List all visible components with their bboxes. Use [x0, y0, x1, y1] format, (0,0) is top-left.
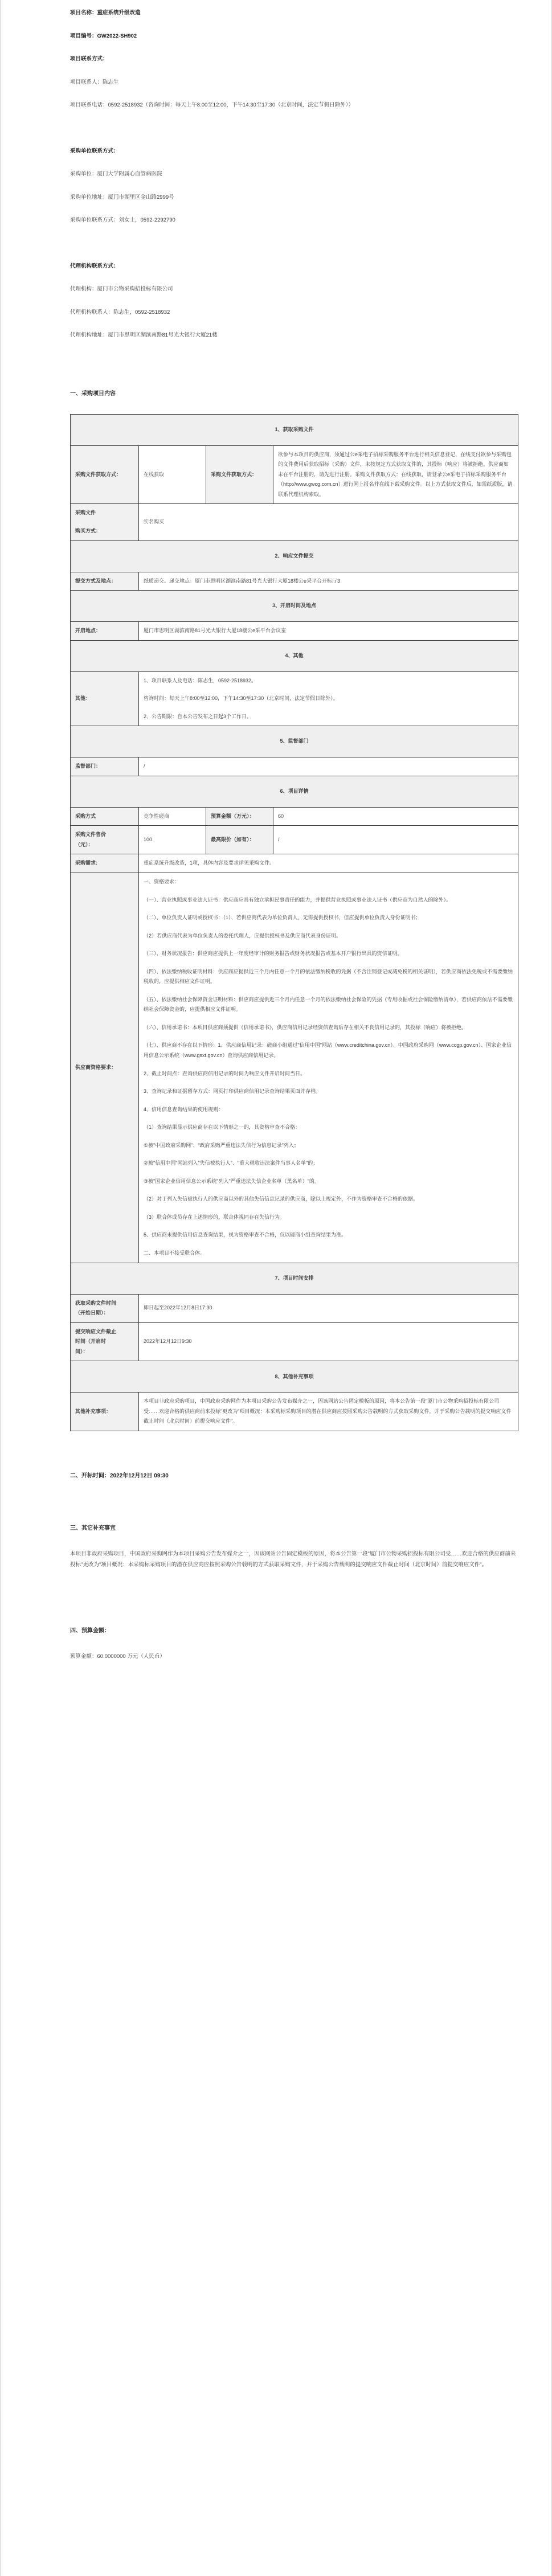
- table-band-row: [71, 1263, 518, 1294]
- supplier-qualification-label: 供应商资格要求：: [71, 873, 139, 1263]
- agency-contact-line: [70, 308, 517, 318]
- purchaser-address-label: 采购单位地址：: [70, 194, 108, 200]
- qualification-item-list: [144, 895, 513, 1259]
- get-doc-time-value: 即日起至2022年12月8日17:30: [139, 1294, 518, 1322]
- other-line-2: 咨询时间：每天上午8:00至12:00，下午14:30至17:30（北京时间，法定节假日除外）。: [144, 695, 338, 702]
- doc-get-method-detail: 欲参与本项目的供应商，须通过公e采电子招标采购服务平台进行相关信息登记、在线支付欲参与采购包的文件费用后获取招标（采购）文件，未按规定方式获取文件的，其投标（响应）将被拒绝。供应商如未在平台注册的，请先进行注册。采购文件获取方式：在线获取，请登录公e采电子招标采购服务平台（http://www.gwcg.com.cn）进行网上报名并在线下载采购文件。以上方式获取文件后，如需纸质版，请联系代理机构索取。: [273, 445, 518, 504]
- section-two-title: 二、开标时间：2022年12月12日 09:30: [70, 1472, 169, 1479]
- demand-label: 采购需求:: [71, 854, 139, 873]
- qualification-item: （七）、供应商不存在以下情形：1、供应商信用记录：磋商小组通过"信用中国"网站（www.creditchina.gov.cn）、中国政府采购网（www.ccgp.gov.cn）、国家企业信用信息公示系统（www.gsxt.gov.cn）查询供应商信用记录。: [144, 1042, 512, 1059]
- purchaser-address-value: 厦门市湖里区金山路2999号: [108, 194, 174, 200]
- purchaser-contact-value: 刘女士，0592-2292790: [118, 217, 175, 224]
- section-three-body: 本项目非政府采购项目，中国政府采购网作为本项目采购公告发布媒介之一，因该网站公告固定模板的原因，将本公告第一段"厦门市公物采购招投标有限公司受……欢迎合格的供应商前来投标"更改为"项目概况：本采购标采购项目的潜在供应商应按照采购公告载明的方式获取采购文件，并于采购公告载明的提交响应文件截止时间（北京时间）前提交响应文件"。: [70, 1550, 516, 1568]
- project-contact-phone-label: 项目联系电话：: [70, 102, 108, 109]
- doc-buy-method-value: 实名购买: [139, 504, 518, 540]
- purchaser-address-line: [70, 193, 517, 203]
- table-row: [71, 854, 518, 873]
- table-band-row: [71, 726, 518, 757]
- project-contact-person-value: 陈志生: [103, 79, 119, 85]
- project-number-value: GW2022-SH902: [97, 32, 137, 39]
- table-row: [71, 572, 518, 591]
- section-four-title: 四、预算金额：: [70, 1627, 110, 1634]
- procurement-method-value: 竞争性磋商: [139, 807, 206, 826]
- other-line-1: 1、项目联系人及电话：陈志生，0592-2518932。: [144, 677, 257, 683]
- submit-method-label: 提交方式及地点：: [71, 572, 139, 591]
- get-doc-time-label: [71, 1294, 139, 1322]
- supplementary-label: 其他补充事项：: [71, 1393, 139, 1431]
- qualification-item: （六）、信用承诺书：本项目供应商须提供《信用承诺书》，供应商信用记录经资信查询后存在相关不良信用记录的，其投标（响应）将被拒绝。: [144, 1024, 467, 1030]
- table-row: [71, 873, 518, 1263]
- qualification-intro: 一、资格要求：: [144, 879, 180, 884]
- spacer: [75, 518, 134, 526]
- budget-value: 60.0000000 万元（人民币）: [97, 1653, 165, 1660]
- agency-heading: 代理机构联系方式：: [70, 263, 119, 269]
- doc-price-label-line2: （元）：: [75, 841, 93, 847]
- agency-address-value: 厦门市思明区湖滨南路81号光大银行大厦21楼: [108, 332, 218, 339]
- qualification-item: 二、本项目不接受联合体。: [144, 1250, 206, 1256]
- table-band-row: [71, 640, 518, 671]
- band-open-time-place: 3、开启时间及地点: [71, 591, 518, 622]
- table-row: [71, 504, 518, 540]
- agency-address-label: 代理机构地址：: [70, 332, 108, 339]
- purchaser-heading: 采购单位联系方式：: [70, 148, 119, 154]
- qualification-item: （五）、依法缴纳社会保障资金证明材料：供应商应提供近三个月内任意一个月的依法缴纳社会保险的凭据（专用收据或社会保险缴纳清单），若供应商依法不需要缴纳社会保障资金的，应提供相应文件证明。: [144, 996, 513, 1013]
- budget-line: [70, 1651, 517, 1679]
- open-place-value: 厦门市思明区湖滨南路81号光大银行大厦18楼公e采平台会议室: [139, 622, 518, 641]
- band-schedule: 7、项目时间安排: [71, 1263, 518, 1294]
- other-line-3: 2、公告期限：自本公告发布之日起3个工作日。: [144, 713, 252, 719]
- table-row: [71, 1294, 518, 1322]
- band-get-documents: 1、获取采购文件: [71, 414, 518, 445]
- doc-price-value: 100: [139, 826, 206, 854]
- response-deadline-label-line3: 间）：: [75, 1348, 88, 1354]
- band-supervision: 5、监督部门: [71, 726, 518, 757]
- budget-label: 预算金额：: [70, 1653, 97, 1660]
- table-row: [71, 622, 518, 641]
- qualification-item: （2）若供应商代表为单位负责人的委托代理人，应提供授权书及供应商代表身份证明。: [144, 932, 342, 939]
- spacer: [70, 124, 517, 146]
- qualification-item: （2）对于列入失信被执行人的供应商以外的其他失信信息记录的供应商，除以上规定外，不作为资格审查不合格的依据。: [144, 1196, 419, 1202]
- project-contact-person-label: 项目联系人：: [70, 79, 103, 85]
- qualification-item: 5、供应商未提供信用信息查询结果，视为资格审查不合格，仅以磋商小组查询结果为准。: [144, 1232, 347, 1238]
- budget-amount-value: 60: [273, 807, 518, 826]
- project-name-line: [70, 8, 517, 19]
- band-supplementary: 8、其他补充事项: [71, 1361, 518, 1393]
- agency-address-line: [70, 330, 517, 341]
- table-row: [71, 757, 518, 776]
- qualification-item: （1）查询结果显示供应商存在以下情形之一的，其资格审查不合格：: [144, 1124, 301, 1131]
- table-row: [71, 445, 518, 504]
- supplementary-value: 本项目非政府采购项目，中国政府采购网作为本项目采购公告发布媒介之一，因该网站公告固定模板的原因，将本公告第一段"厦门市公物采购招投标有限公司受……欢迎合格的供应商前来投标"更改为"项目概况：本采购标采购项目的潜在供应商应按照采购公告载明的方式获取采购文件，并于采购公告载明的提交响应文件截止时间（北京时间）前提交响应文件"。: [139, 1393, 518, 1431]
- agency-contact-value: 陈志生，0592-2518932: [113, 309, 170, 316]
- project-contact-person-line: [70, 77, 517, 88]
- page-content: [1, 8, 551, 1679]
- spacer: [70, 354, 517, 368]
- section-one-title: 一、采购项目内容: [70, 390, 116, 397]
- section-three-title: 三、其它补充事宜: [70, 1525, 116, 1531]
- table-row: [71, 826, 518, 854]
- qualification-item: （三）、财务状况报告：供应商应提供上一年度经审计的财务报告或财务状况报告或基本开户银行出具的资信证明。: [144, 951, 403, 957]
- qualification-item: 3、查询记录和证据留存方式：网页打印供应商信用记录查询结果页面并存档。: [144, 1088, 321, 1095]
- doc-get-method-label-2: 采购文件获取方式：: [206, 445, 273, 504]
- spacer: [70, 239, 517, 261]
- purchaser-unit-line: [70, 169, 517, 180]
- submit-method-value: 纸质递交。递交地点：厦门市思明区湖滨南路81号光大银行大厦18楼公e采平台开标厅3: [139, 572, 518, 591]
- get-doc-time-label-line2: （开始日期）：: [75, 1310, 109, 1316]
- band-submit-response: 2、响应文件提交: [71, 540, 518, 572]
- max-price-value: /: [273, 826, 518, 854]
- other-label: 其他：: [71, 671, 139, 726]
- doc-buy-method-label-line2: 购买方式：: [75, 527, 101, 534]
- spacer: [70, 1583, 517, 1606]
- response-deadline-value: 2022年12月12日9:30: [139, 1322, 518, 1361]
- table-row: [71, 807, 518, 826]
- agency-name-label: 代理机构：: [70, 286, 97, 293]
- project-number-label: 项目编号：: [70, 32, 97, 39]
- table-band-row: [71, 1361, 518, 1393]
- supervision-label: 监督部门：: [71, 757, 139, 776]
- max-price-label: 最高限价（如有）：: [206, 826, 273, 854]
- project-name-value: 重症系统升级改造: [97, 10, 141, 16]
- band-other: 4、其他: [71, 640, 518, 671]
- doc-get-method-value: 在线获取: [139, 445, 206, 504]
- table-band-row: [71, 540, 518, 572]
- table-row: [71, 671, 518, 726]
- demand-value: 重症系统升级改造，1项，具体内容及要求详见采购文件。: [139, 854, 518, 873]
- response-deadline-label-line2: 时间（开启时: [75, 1338, 107, 1345]
- response-deadline-label-line1: 提交响应文件截止: [75, 1328, 117, 1334]
- project-contact-heading: 项目联系方式：: [70, 56, 108, 63]
- table-band-row: [71, 591, 518, 622]
- table-band-row: [71, 414, 518, 445]
- supplier-qualification-value: [139, 873, 518, 1263]
- project-contact-phone-line: [70, 100, 517, 111]
- band-project-details: 6、项目详情: [71, 776, 518, 807]
- doc-buy-method-label: [71, 504, 139, 540]
- project-contact-phone-value: 0592-2518932（咨询时间：每天上午8:00至12:00，下午14:30至17:30（北京时间，法定节假日除外））: [108, 102, 354, 109]
- qualification-item: ①被"中国政府采购网"、"政府采购严重违法失信行为信息记录"列入；: [144, 1142, 299, 1148]
- supervision-value: /: [139, 757, 518, 776]
- purchaser-unit-value: 厦门大学附属心血管病医院: [97, 171, 162, 178]
- budget-amount-label: 预算金额（万元）：: [206, 807, 273, 826]
- table-row: [71, 1393, 518, 1431]
- other-value: [139, 671, 518, 726]
- spacer: [70, 1436, 517, 1451]
- doc-price-label-line1: 采购文件售价: [75, 832, 107, 838]
- project-number-line: [70, 31, 517, 42]
- spacer: [70, 1496, 517, 1503]
- table-band-row: [71, 776, 518, 807]
- get-doc-time-label-line1: 获取采购文件时间: [75, 1300, 117, 1306]
- doc-get-method-label: 采购文件获取方式：: [71, 445, 139, 504]
- qualification-item: （3）联合体成员存在上述情形的，联合体视同存在失信行为。: [144, 1214, 285, 1220]
- qualification-item: ③被"国家企业信用信息公示系统"列入"严重违法失信企业名单（黑名单）"的。: [144, 1178, 320, 1184]
- purchaser-unit-label: 采购单位：: [70, 171, 97, 178]
- qualification-item: 2、截止时间点：查询供应商信用记录的时间为响应文件开启时间当日。: [144, 1070, 306, 1076]
- table-row: [71, 1322, 518, 1361]
- project-name-label: 项目名称：: [70, 10, 97, 16]
- open-place-label: 开启地点：: [71, 622, 139, 641]
- response-deadline-label: [71, 1322, 139, 1361]
- procurement-method-label: 采购方式: [71, 807, 139, 826]
- agency-name-value: 厦门市公物采购招投标有限公司: [97, 286, 173, 293]
- purchaser-contact-label: 采购单位联系方式：: [70, 217, 119, 224]
- doc-price-label: [71, 826, 139, 854]
- purchaser-contact-line: [70, 215, 517, 226]
- qualification-item: （二）、单位负责人证明或授权书：（1）、若供应商代表为单位负责人，无需提供授权书，但应提供单位负责人身份证明书；: [144, 915, 421, 921]
- qualification-item: （一）、营业执照或事业法人证书：供应商应具有独立承担民事责任的能力，并提供营业执照或事业法人证书（供应商为自然人的除外）。: [144, 896, 452, 903]
- qualification-item: ②被"信用中国"网站列入"失信被执行人"、"重大税收违法案件当事人名单"的；: [144, 1160, 318, 1166]
- doc-buy-method-label-line1: 采购文件: [75, 510, 96, 516]
- qualification-item: 4、信用信息查询结果的使用规则：: [144, 1106, 224, 1112]
- procurement-table: [70, 414, 518, 1431]
- agency-contact-label: 代理机构联系人：: [70, 309, 114, 316]
- agency-name-line: [70, 284, 517, 295]
- qualification-item: （四）、依法缴纳税收证明材料：供应商应提供近三个月内任意一个月的依法缴纳税收的凭据（不含注销登记或减免税的相关证明），若供应商依法免税或不需要缴纳税收的，应提供相应文件证明。: [144, 968, 513, 985]
